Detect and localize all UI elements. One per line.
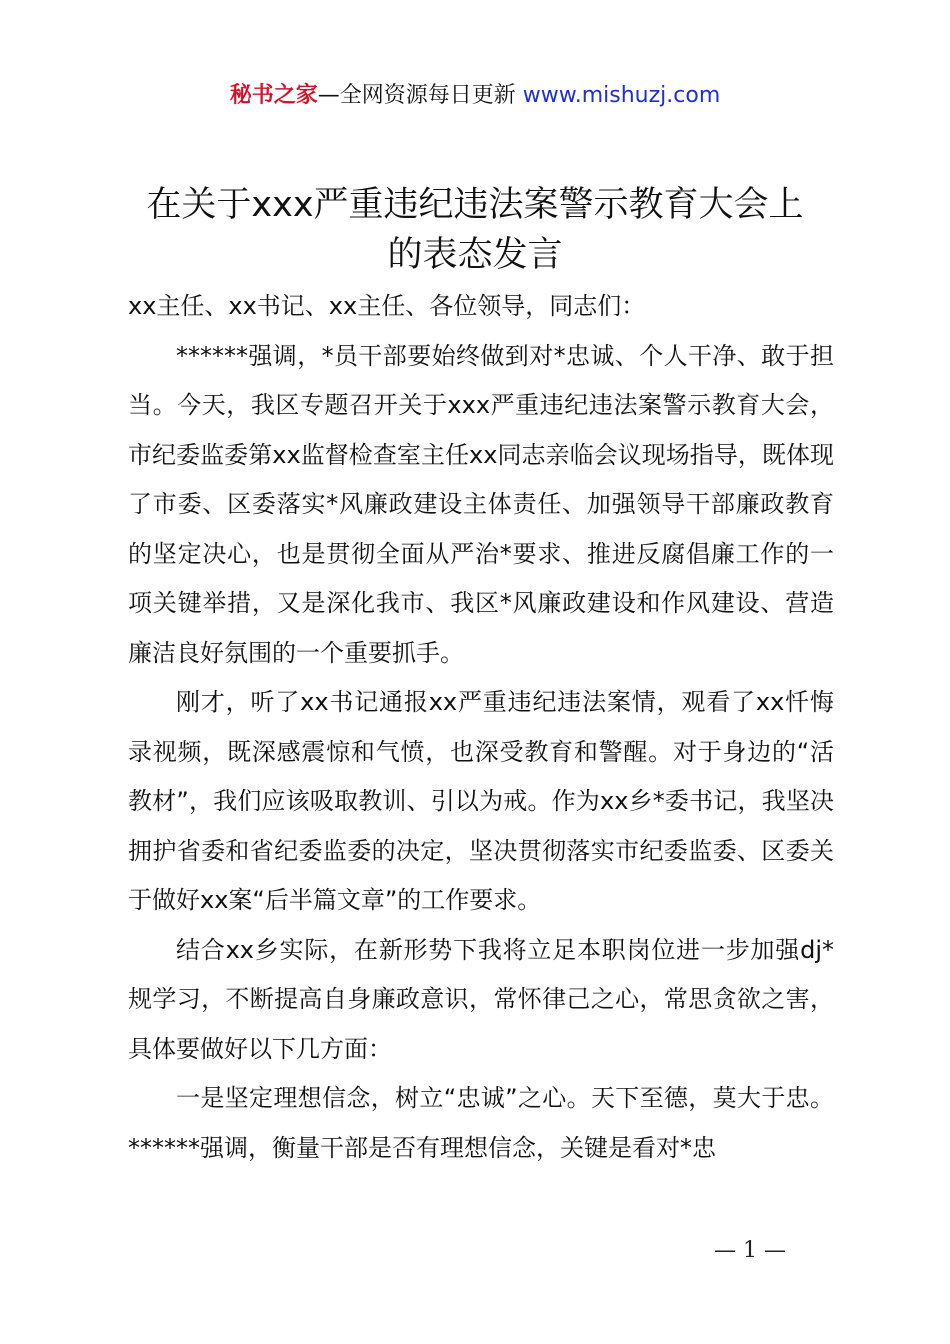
body-paragraph-4: 一是坚定理想信念，树立“忠诚”之心。天下至德，莫大于忠。******强调，衡量干部是否有理想信念，关键是看对*忠	[128, 1084, 834, 1162]
body-paragraph-1: ******强调，*员干部要始终做到对*忠诚、个人干净、敢于担当。今天，我区专题召开关于xxx严重违纪违法案警示教育大会，市纪委监委第xx监督检查室主任xx同志亲临会议现场指导，既体现了市委、区委落实*风廉政建设主体责任、加强领导干部廉政教育的坚定决心，也是贯彻全面从严治*要求、推进反腐倡廉工作的一项关键举措，又是深化我市、我区*风廉政建设和作风建设、营造廉洁良好氛围的一个重要抓手。	[128, 341, 834, 667]
body-paragraph-3: 结合xx乡实际，在新形势下我将立足本职岗位进一步加强dj*规学习，不断提高自身廉政意识，常怀律己之心，常思贪欲之害，具体要做好以下几方面：	[128, 935, 834, 1063]
document-title	[110, 180, 840, 280]
document-title-line-1: 在关于xxx严重违纪违法案警示教育大会上	[146, 185, 804, 225]
site-tagline: —全网资源每日更新	[317, 83, 516, 108]
body-paragraph-2: 刚才，听了xx书记通报xx严重违纪违法案情，观看了xx忏悔录视频，既深感震惊和气愤，也深受教育和警醒。对于身边的“活教材”，我们应该吸取教训、引以为戒。作为xx乡*委书记，我坚决拥护省委和省纪委监委的决定，坚决贯彻落实市纪委监委、区委关于做好xx案“后半篇文章”的工作要求。	[128, 688, 834, 914]
site-brand: 秘书之家	[229, 83, 318, 108]
salutation: xx主任、xx书记、xx主任、各位领导，同志们：	[128, 292, 646, 320]
document-title-line-2: 的表态发言	[387, 235, 563, 275]
document-body	[128, 282, 834, 1173]
page-number: — 1 —	[714, 1238, 786, 1263]
site-header	[0, 80, 950, 112]
site-url-link[interactable]: www.mishuzj.com	[522, 83, 721, 108]
